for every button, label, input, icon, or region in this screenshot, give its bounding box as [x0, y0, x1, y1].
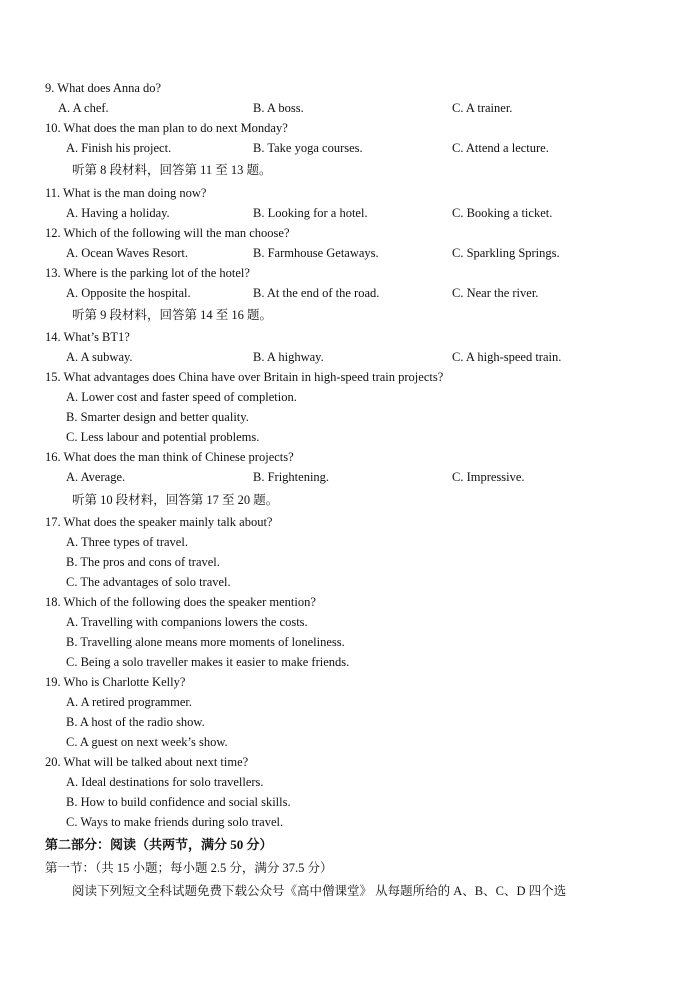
question-9-stem: 9. What does Anna do?: [45, 81, 162, 95]
question-19-option-b: B. A host of the radio show.: [66, 715, 205, 729]
question-16-stem: 16. What does the man think of Chinese projects?: [45, 450, 294, 464]
question-18-stem: 18. Which of the following does the speaker mention?: [45, 595, 316, 609]
question-14-option-c: C. A high-speed train.: [452, 350, 562, 364]
question-17-stem: 17. What does the speaker mainly talk about?: [45, 515, 273, 529]
question-10-option-b: B. Take yoga courses.: [253, 141, 363, 155]
question-16-option-b: B. Frightening.: [253, 470, 330, 484]
listening-instruction-10: 听第 10 段材料，回答第 17 至 20 题。: [72, 493, 279, 507]
question-11-option-a: A. Having a holiday.: [66, 206, 170, 220]
question-10-option-c: C. Attend a lecture.: [452, 141, 549, 155]
question-17-option-a: A. Three types of travel.: [66, 535, 188, 549]
question-11-option-c: C. Booking a ticket.: [452, 206, 553, 220]
question-19-option-a: A. A retired programmer.: [66, 695, 193, 709]
part-two-heading: 第二部分：阅读（共两节，满分 50 分）: [45, 837, 273, 852]
question-12-option-a: A. Ocean Waves Resort.: [66, 246, 188, 260]
question-20-option-b: B. How to build confidence and social skills.: [66, 795, 291, 809]
question-16-option-c: C. Impressive.: [452, 470, 525, 484]
question-18-option-c: C. Being a solo traveller makes it easier to make friends.: [66, 655, 350, 669]
question-11-option-b: B. Looking for a hotel.: [253, 206, 368, 220]
question-9-option-a: A. A chef.: [58, 101, 109, 115]
question-13-stem: 13. Where is the parking lot of the hotel?: [45, 266, 250, 280]
question-12-option-c: C. Sparkling Springs.: [452, 246, 560, 260]
question-12-stem: 12. Which of the following will the man choose?: [45, 226, 290, 240]
question-17-option-c: C. The advantages of solo travel.: [66, 575, 231, 589]
section-one-heading: 第一节：（共 15 小题；每小题 2.5 分，满分 37.5 分）: [45, 861, 333, 875]
question-15-option-b: B. Smarter design and better quality.: [66, 410, 249, 424]
question-20-stem: 20. What will be talked about next time?: [45, 755, 249, 769]
question-14-stem: 14. What’s BT1?: [45, 330, 130, 344]
question-10-stem: 10. What does the man plan to do next Monday?: [45, 121, 288, 135]
reading-instruction: 阅读下列短文全科试题免费下载公众号《高中僧课堂》 从每题所给的 A、B、C、D 四个选: [72, 884, 567, 898]
question-17-option-b: B. The pros and cons of travel.: [66, 555, 220, 569]
question-19-option-c: C. A guest on next week’s show.: [66, 735, 228, 749]
question-9-option-b: B. A boss.: [253, 101, 304, 115]
question-13-option-c: C. Near the river.: [452, 286, 539, 300]
question-13-option-a: A. Opposite the hospital.: [66, 286, 191, 300]
listening-instruction-9: 听第 9 段材料，回答第 14 至 16 题。: [72, 308, 273, 322]
question-14-option-a: A. A subway.: [66, 350, 133, 364]
question-11-stem: 11. What is the man doing now?: [45, 186, 207, 200]
question-10-option-a: A. Finish his project.: [66, 141, 172, 155]
question-18-option-b: B. Travelling alone means more moments of loneliness.: [66, 635, 345, 649]
question-16-option-a: A. Average.: [66, 470, 126, 484]
question-9-option-c: C. A trainer.: [452, 101, 513, 115]
question-13-option-b: B. At the end of the road.: [253, 286, 380, 300]
question-18-option-a: A. Travelling with companions lowers the costs.: [66, 615, 308, 629]
question-20-option-c: C. Ways to make friends during solo travel.: [66, 815, 284, 829]
question-15-option-c: C. Less labour and potential problems.: [66, 430, 260, 444]
listening-instruction-8: 听第 8 段材料，回答第 11 至 13 题。: [72, 163, 272, 177]
question-19-stem: 19. Who is Charlotte Kelly?: [45, 675, 186, 689]
question-14-option-b: B. A highway.: [253, 350, 324, 364]
question-15-option-a: A. Lower cost and faster speed of completion.: [66, 390, 297, 404]
question-15-stem: 15. What advantages does China have over Britain in high-speed train projects?: [45, 370, 444, 384]
question-12-option-b: B. Farmhouse Getaways.: [253, 246, 379, 260]
question-20-option-a: A. Ideal destinations for solo travellers.: [66, 775, 264, 789]
